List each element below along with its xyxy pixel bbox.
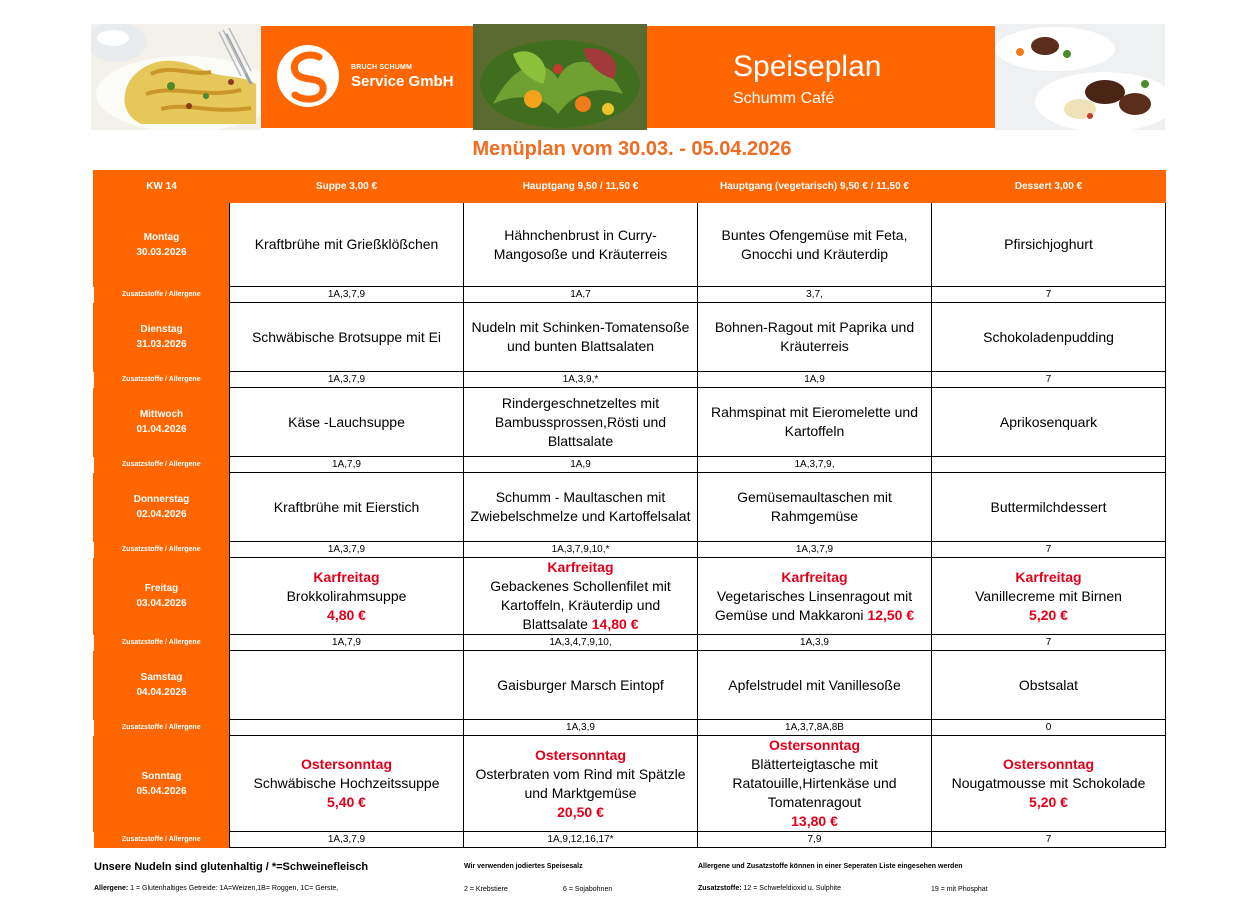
dish-cell-soup xyxy=(230,736,464,832)
dish-cell-vegetarian xyxy=(698,558,932,635)
additive-legend xyxy=(698,885,841,892)
dish-name xyxy=(936,498,1161,517)
dish-price: 5,20 € xyxy=(1029,606,1068,623)
dish-text: Rahmspinat mit Eieromelette und Kartoffeln xyxy=(711,404,918,439)
allergen-list-note: Allergene und Zusatzstoffe können in einer Seperaten Liste eingesehen werden xyxy=(698,863,963,870)
additive-legend-text: 12 = Schwefeldioxid u. Sulphite xyxy=(741,885,841,892)
date: 03.04.2026 xyxy=(136,598,187,609)
date: 05.04.2026 xyxy=(136,785,187,797)
dish-name xyxy=(468,318,693,356)
allergen-row-label: Zusatzstoffe / Allergene xyxy=(94,832,230,848)
day-label xyxy=(94,651,230,720)
dish-cell-main xyxy=(464,203,698,287)
allergen-codes-soup: 1A,7,9 xyxy=(230,635,464,651)
dish-name xyxy=(234,413,459,432)
allergen-codes-dessert: 7 xyxy=(932,832,1166,848)
dish-name xyxy=(936,676,1161,695)
dish-name xyxy=(702,587,927,625)
allergen-codes-soup: 1A,3,7,9 xyxy=(230,542,464,558)
dish-text: Apfelstrudel mit Vanillesoße xyxy=(728,676,901,693)
allergen-codes-main: 1A,3,7,9,10,* xyxy=(464,542,698,558)
allergen-codes-vegetarian: 3,7, xyxy=(698,287,932,303)
dish-name xyxy=(234,774,459,793)
allergen-codes-soup: 1A,3,7,9 xyxy=(230,832,464,848)
title-panel xyxy=(647,26,995,128)
dish-price: 12,50 € xyxy=(867,606,915,623)
dish-name xyxy=(234,328,459,347)
allergen-legend-text: 1 = Glutenhaltiges Getreide: 1A=Weizen,1B= Roggen, 1C= Gerste, xyxy=(128,885,339,892)
day-label xyxy=(94,388,230,457)
menu-table xyxy=(93,170,1166,848)
holiday-label: Ostersonntag xyxy=(300,756,392,772)
dish-price: 5,40 € xyxy=(327,794,366,810)
dish-text: Gebackenes Schollenfilet mit Kartoffeln, Kräuterdip und Blattsalate xyxy=(490,578,671,632)
holiday-label: Karfreitag xyxy=(547,559,614,575)
header-banner xyxy=(91,24,1165,130)
dish-text: Schumm - Maultaschen mit Zwiebelschmelze und Kartoffelsalat xyxy=(470,489,691,524)
dish-cell-dessert xyxy=(932,203,1166,287)
weekday: Donnerstag xyxy=(133,494,190,505)
day-label xyxy=(94,736,230,832)
allergen-codes-dessert: 7 xyxy=(932,372,1166,388)
weekday: Montag xyxy=(143,231,180,243)
dish-cell-dessert xyxy=(932,558,1166,635)
day-row xyxy=(94,736,1166,832)
menu-body xyxy=(94,203,1166,848)
day-label xyxy=(94,558,230,635)
allergen-row-label: Zusatzstoffe / Allergene xyxy=(94,457,230,473)
dish-text: Rindergeschnetzeltes mit Bambussprossen,Rösti und Blattsalate xyxy=(494,394,667,449)
dish-cell-main xyxy=(464,558,698,635)
allergen-row xyxy=(94,635,1166,651)
dish-cell-soup xyxy=(230,651,464,720)
day-row xyxy=(94,203,1166,287)
dish-text: Brokkolirahmsuppe xyxy=(286,587,407,604)
dish-cell-dessert xyxy=(932,303,1166,372)
dish-text: Kraftbrühe mit Grießklößchen xyxy=(254,236,439,252)
company-logo-panel xyxy=(261,26,473,128)
holiday-label: Karfreitag xyxy=(1015,568,1082,585)
allergen-codes-dessert: 7 xyxy=(932,635,1166,651)
allergen-legend-label: Allergene: xyxy=(94,885,129,892)
noodle-note: Unsere Nudeln sind glutenhaltig / *=Schweinefleisch xyxy=(94,861,369,873)
allergen-row-label: Zusatzstoffe / Allergene xyxy=(94,720,230,736)
dish-name xyxy=(234,498,459,517)
allergen-row-label: Zusatzstoffe / Allergene xyxy=(94,372,230,388)
allergen-codes-vegetarian: 1A,9 xyxy=(698,372,932,388)
allergen-codes-soup xyxy=(230,720,464,736)
dish-cell-soup xyxy=(230,203,464,287)
pasta-dish-photo xyxy=(91,24,261,130)
meatball-dish-photo xyxy=(995,24,1165,130)
allergen-codes-main: 1A,3,9 xyxy=(464,720,698,736)
salad-photo xyxy=(473,24,647,130)
dish-text: Schokoladenpudding xyxy=(983,328,1114,345)
weekday: Freitag xyxy=(144,583,179,594)
column-header-vegetarian: Hauptgang (vegetarisch) 9,50 € / 11,50 € xyxy=(698,171,932,203)
allergen-codes-main: 1A,9,12,16,17* xyxy=(464,832,698,848)
weekday: Dienstag xyxy=(140,324,183,335)
dish-name xyxy=(468,226,693,264)
dish-cell-vegetarian xyxy=(698,473,932,542)
dish-name xyxy=(702,226,927,264)
allergen-row-label: Zusatzstoffe / Allergene xyxy=(94,635,230,651)
dish-price: 14,80 € xyxy=(591,616,639,632)
dish-cell-vegetarian xyxy=(698,736,932,832)
dish-text: Nougatmousse mit Schokolade xyxy=(951,775,1146,791)
cafe-name: Schumm Café xyxy=(733,90,835,107)
allergen-row xyxy=(94,457,1166,473)
date: 02.04.2026 xyxy=(136,509,187,520)
date: 01.04.2026 xyxy=(136,424,187,435)
allergen-codes-dessert: 7 xyxy=(932,287,1166,303)
dish-text: Schwäbische Hochzeitssuppe xyxy=(253,775,440,791)
page-title: Speiseplan xyxy=(733,50,882,83)
dish-cell-vegetarian xyxy=(698,303,932,372)
allergen-codes-soup: 1A,7,9 xyxy=(230,457,464,473)
dish-price: 13,80 € xyxy=(791,813,838,829)
dish-name xyxy=(936,774,1161,793)
holiday-label: Karfreitag xyxy=(781,568,848,585)
allergen-row xyxy=(94,832,1166,848)
allergen-row-label: Zusatzstoffe / Allergene xyxy=(94,287,230,303)
dish-text: Käse -Lauchsuppe xyxy=(288,413,405,430)
dish-name xyxy=(234,587,459,606)
dish-text: Obstsalat xyxy=(1018,676,1079,693)
dish-name xyxy=(702,755,927,812)
holiday-label: Ostersonntag xyxy=(534,746,626,763)
day-label xyxy=(94,473,230,542)
dish-text: Hähnchenbrust in Curry-Mangosoße und Kräuterreis xyxy=(493,226,668,262)
allergen-codes-main: 1A,9 xyxy=(464,457,698,473)
day-label xyxy=(94,303,230,372)
date: 04.04.2026 xyxy=(136,687,187,698)
additive-legend-label: Zusatzstoffe: xyxy=(698,885,742,892)
dish-text: Aprikosenquark xyxy=(999,413,1098,430)
salt-note: Wir verwenden jodiertes Speisesalz xyxy=(464,863,583,870)
column-header-week: KW 14 xyxy=(94,171,230,203)
dish-text: Kraftbrühe mit Eierstich xyxy=(273,498,420,515)
dish-cell-main xyxy=(464,736,698,832)
dish-name xyxy=(936,587,1161,606)
allergen-codes-soup: 1A,3,7,9 xyxy=(230,372,464,388)
column-header-soup: Suppe 3,00 € xyxy=(230,171,464,203)
dish-name xyxy=(702,403,927,441)
legend-phosphat: 19 = mit Phosphat xyxy=(931,886,988,893)
logo-company-name: Service GmbH xyxy=(351,73,454,90)
holiday-label: Karfreitag xyxy=(313,568,380,585)
allergen-codes-main: 1A,3,4,7,9,10, xyxy=(464,635,698,651)
dish-name xyxy=(702,488,927,526)
dish-cell-dessert xyxy=(932,736,1166,832)
dish-cell-vegetarian xyxy=(698,203,932,287)
logo-small-text: BRUCH SCHUMM xyxy=(351,64,413,71)
dish-text: Blätterteigtasche mit Ratatouille,Hirtenkäse und Tomatenragout xyxy=(732,756,897,810)
legend-krebstiere: 2 = Krebstiere xyxy=(464,886,508,893)
allergen-codes-vegetarian: 1A,3,7,9, xyxy=(698,457,932,473)
dish-cell-vegetarian xyxy=(698,388,932,457)
weekday: Mittwoch xyxy=(139,409,184,420)
allergen-codes-dessert: 7 xyxy=(932,542,1166,558)
dish-name xyxy=(702,318,927,356)
dish-cell-soup xyxy=(230,473,464,542)
weekday: Sonntag xyxy=(141,770,182,782)
dish-name xyxy=(468,765,693,803)
company-logo-icon xyxy=(275,43,341,109)
table-header-row xyxy=(94,171,1166,203)
allergen-codes-vegetarian: 1A,3,7,9 xyxy=(698,542,932,558)
dish-cell-soup xyxy=(230,558,464,635)
day-row xyxy=(94,388,1166,457)
dish-cell-main xyxy=(464,651,698,720)
legend-sojabohnen: 6 = Sojabohnen xyxy=(563,886,613,893)
dish-name xyxy=(468,488,693,526)
dish-name xyxy=(234,235,459,254)
date: 31.03.2026 xyxy=(136,339,187,350)
allergen-row xyxy=(94,542,1166,558)
dish-text: Buttermilchdessert xyxy=(990,498,1107,515)
dish-text: Gaisburger Marsch Eintopf xyxy=(497,676,664,693)
dish-text: Bohnen-Ragout mit Paprika und Kräuterreis xyxy=(714,319,915,354)
dish-text: Gemüsemaultaschen mit Rahmgemüse xyxy=(737,489,892,524)
dish-cell-main xyxy=(464,303,698,372)
dish-price: 20,50 € xyxy=(557,803,604,820)
dish-cell-soup xyxy=(230,388,464,457)
day-row xyxy=(94,558,1166,635)
dish-cell-vegetarian xyxy=(698,651,932,720)
dish-text: Buntes Ofengemüse mit Feta, Gnocchi und Kräuterdip xyxy=(721,226,908,262)
allergen-codes-vegetarian: 7,9 xyxy=(698,832,932,848)
allergen-legend xyxy=(94,885,338,892)
allergen-row xyxy=(94,720,1166,736)
dish-text: Nudeln mit Schinken-Tomatensoße und bunten Blattsalaten xyxy=(471,319,690,354)
allergen-codes-main: 1A,7 xyxy=(464,287,698,303)
dish-name xyxy=(702,676,927,695)
allergen-codes-dessert xyxy=(932,457,1166,473)
allergen-row xyxy=(94,372,1166,388)
dish-name xyxy=(468,577,693,634)
dish-cell-dessert xyxy=(932,651,1166,720)
dish-cell-soup xyxy=(230,303,464,372)
dish-cell-dessert xyxy=(932,473,1166,542)
day-row xyxy=(94,303,1166,372)
allergen-codes-dessert: 0 xyxy=(932,720,1166,736)
dish-text: Schwäbische Brotsuppe mit Ei xyxy=(251,328,442,345)
date: 30.03.2026 xyxy=(136,246,187,258)
dish-name xyxy=(936,235,1161,254)
dish-name xyxy=(468,676,693,695)
dish-text: Vanillecreme mit Birnen xyxy=(975,587,1122,604)
holiday-label: Ostersonntag xyxy=(1002,756,1094,772)
column-header-main: Hauptgang 9,50 / 11,50 € xyxy=(464,171,698,203)
dish-name xyxy=(936,413,1161,432)
weekday: Samstag xyxy=(140,672,183,683)
allergen-row xyxy=(94,287,1166,303)
allergen-codes-soup: 1A,3,7,9 xyxy=(230,287,464,303)
allergen-codes-main: 1A,3,9,* xyxy=(464,372,698,388)
dish-price: 4,80 € xyxy=(327,606,366,623)
dish-cell-main xyxy=(464,473,698,542)
dish-name xyxy=(936,328,1161,347)
column-header-dessert: Dessert 3,00 € xyxy=(932,171,1166,203)
dish-text: Pfirsichjoghurt xyxy=(1004,236,1093,252)
day-row xyxy=(94,473,1166,542)
dish-name xyxy=(468,394,693,451)
dish-cell-dessert xyxy=(932,388,1166,457)
allergen-row-label: Zusatzstoffe / Allergene xyxy=(94,542,230,558)
dish-text: Vegetarisches Linsenragout mit Gemüse und Makkaroni xyxy=(714,587,913,623)
day-row xyxy=(94,651,1166,720)
dish-cell-main xyxy=(464,388,698,457)
dish-text: Osterbraten vom Rind mit Spätzle und Marktgemüse xyxy=(475,765,686,801)
holiday-label: Ostersonntag xyxy=(768,737,860,753)
allergen-codes-vegetarian: 1A,3,7,8A,8B xyxy=(698,720,932,736)
week-title: Menüplan vom 30.03. - 05.04.2026 xyxy=(472,138,792,160)
allergen-codes-vegetarian: 1A,3,9 xyxy=(698,635,932,651)
dish-price: 5,20 € xyxy=(1029,794,1068,810)
day-label xyxy=(94,203,230,287)
